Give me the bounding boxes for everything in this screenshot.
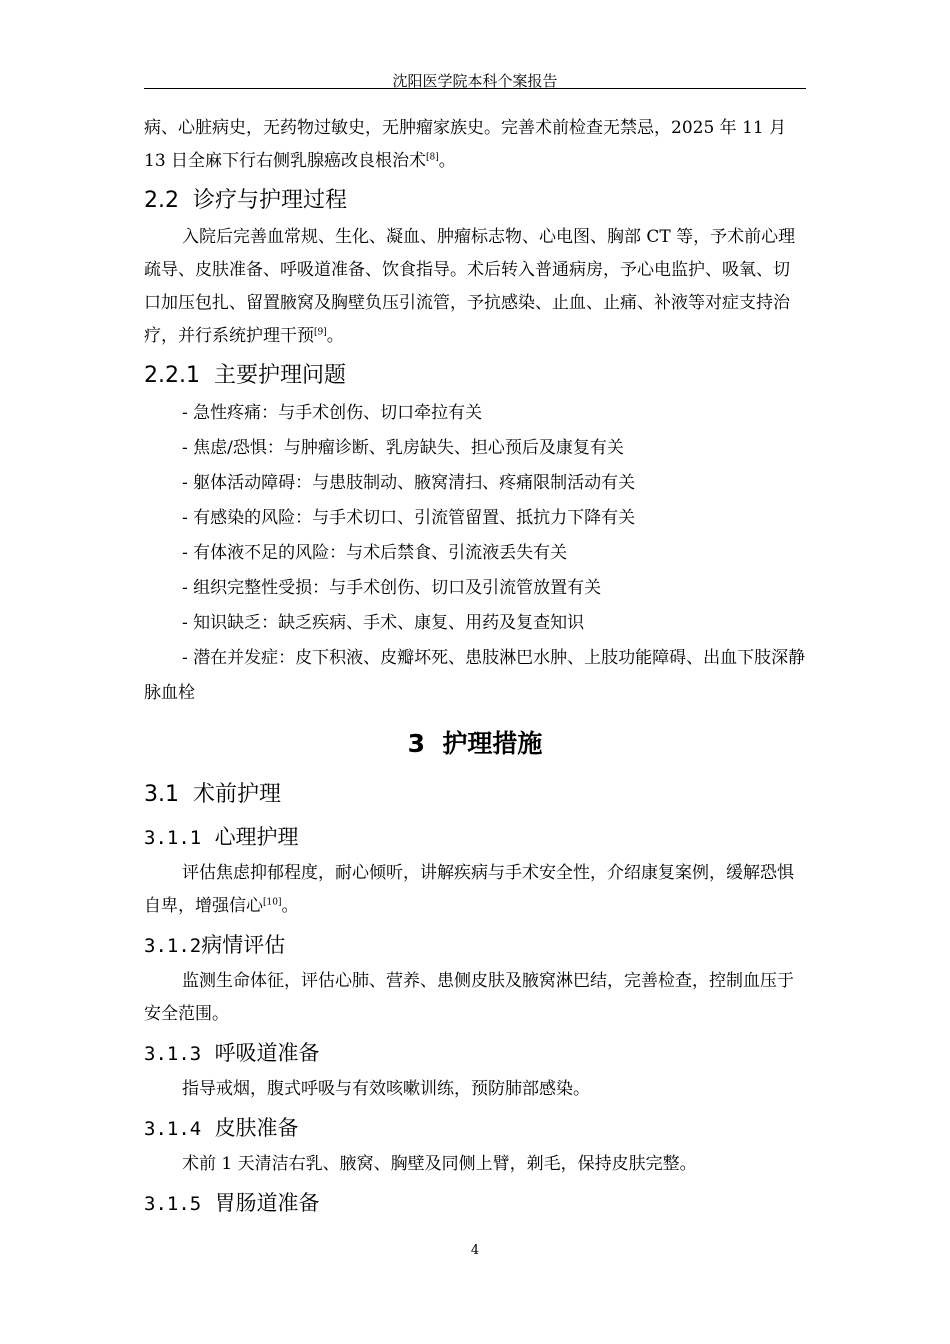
section-3-1-2-paragraph: 监测生命体征，评估心肺、营养、患侧皮肤及腋窝淋巴结，完善检查，控制血压于安全范围。 bbox=[144, 971, 794, 1024]
list-item: - 知识缺乏：缺乏疾病、手术、康复、用药及复查知识 bbox=[182, 613, 585, 633]
section-3-1-3-heading: 3.1.3 呼吸道准备 bbox=[144, 1041, 320, 1065]
list-item: - 躯体活动障碍：与患肢制动、腋窝清扫、疼痛限制活动有关 bbox=[182, 473, 636, 493]
citation-9: [9] bbox=[314, 327, 327, 338]
section-3-1-4-heading: 3.1.4 皮肤准备 bbox=[144, 1116, 299, 1140]
citation-8: [8] bbox=[426, 152, 439, 163]
section-3-1-1-paragraph: 评估焦虑抑郁程度，耐心倾听，讲解疾病与手术安全性，介绍康复案例，缓解恐惧自卑，增强信心[10]。 bbox=[144, 863, 794, 916]
section-3-1-5-heading: 3.1.5 胃肠道准备 bbox=[144, 1191, 320, 1215]
list-item: - 组织完整性受损：与手术创伤、切口及引流管放置有关 bbox=[182, 578, 602, 598]
section-3-1-3-paragraph: 指导戒烟，腹式呼吸与有效咳嗽训练，预防肺部感染。 bbox=[182, 1079, 590, 1099]
section-2-2-1-heading: 2.2.1 主要护理问题 bbox=[144, 363, 346, 388]
list-item: - 焦虑/恐惧：与肿瘤诊断、乳房缺失、担心预后及康复有关 bbox=[182, 438, 624, 458]
list-item: - 有体液不足的风险：与术后禁食、引流液丢失有关 bbox=[182, 543, 568, 563]
section-2-2-heading: 2.2 诊疗与护理过程 bbox=[144, 188, 348, 213]
page-number: 4 bbox=[470, 1243, 480, 1258]
running-header: 沈阳医学院本科个案报告 bbox=[392, 72, 558, 90]
list-item: - 急性疼痛：与手术创伤、切口牵拉有关 bbox=[182, 403, 483, 423]
section-3-1-heading: 3.1 术前护理 bbox=[144, 782, 282, 807]
nursing-problems-list bbox=[144, 396, 806, 711]
page-content bbox=[144, 112, 806, 1223]
citation-10: [10] bbox=[263, 897, 282, 908]
chapter-3-heading: 3 护理措施 bbox=[407, 729, 543, 758]
list-item: - 潜在并发症：皮下积液、皮瓣坏死、患肢淋巴水肿、上肢功能障碍、出血下肢深静脉血栓 bbox=[144, 648, 806, 703]
section-3-1-2-heading: 3.1.2病情评估 bbox=[144, 933, 286, 957]
intro-paragraph: 病、心脏病史，无药物过敏史，无肿瘤家族史。完善术前检查无禁忌，2025 年 11 月 13 日全麻下行右侧乳腺癌改良根治术[8]。 bbox=[144, 118, 787, 171]
section-3-1-4-paragraph: 术前 1 天清洁右乳、腋窝、胸壁及同侧上臂，剃毛，保持皮肤完整。 bbox=[182, 1154, 697, 1174]
section-3-1-1-heading: 3.1.1 心理护理 bbox=[144, 825, 299, 849]
header-rule bbox=[144, 88, 806, 89]
list-item: - 有感染的风险：与手术切口、引流管留置、抵抗力下降有关 bbox=[182, 508, 636, 528]
section-2-2-paragraph: 入院后完善血常规、生化、凝血、肿瘤标志物、心电图、胸部 CT 等，予术前心理疏导、皮肤准备、呼吸道准备、饮食指导。术后转入普通病房，予心电监护、吸氧、切口加压包扎、留置腋窝及胸壁负压引流管，予抗感染、止血、止痛、补液等对症支持治疗，并行系统护理干预[9]。 bbox=[144, 227, 796, 346]
